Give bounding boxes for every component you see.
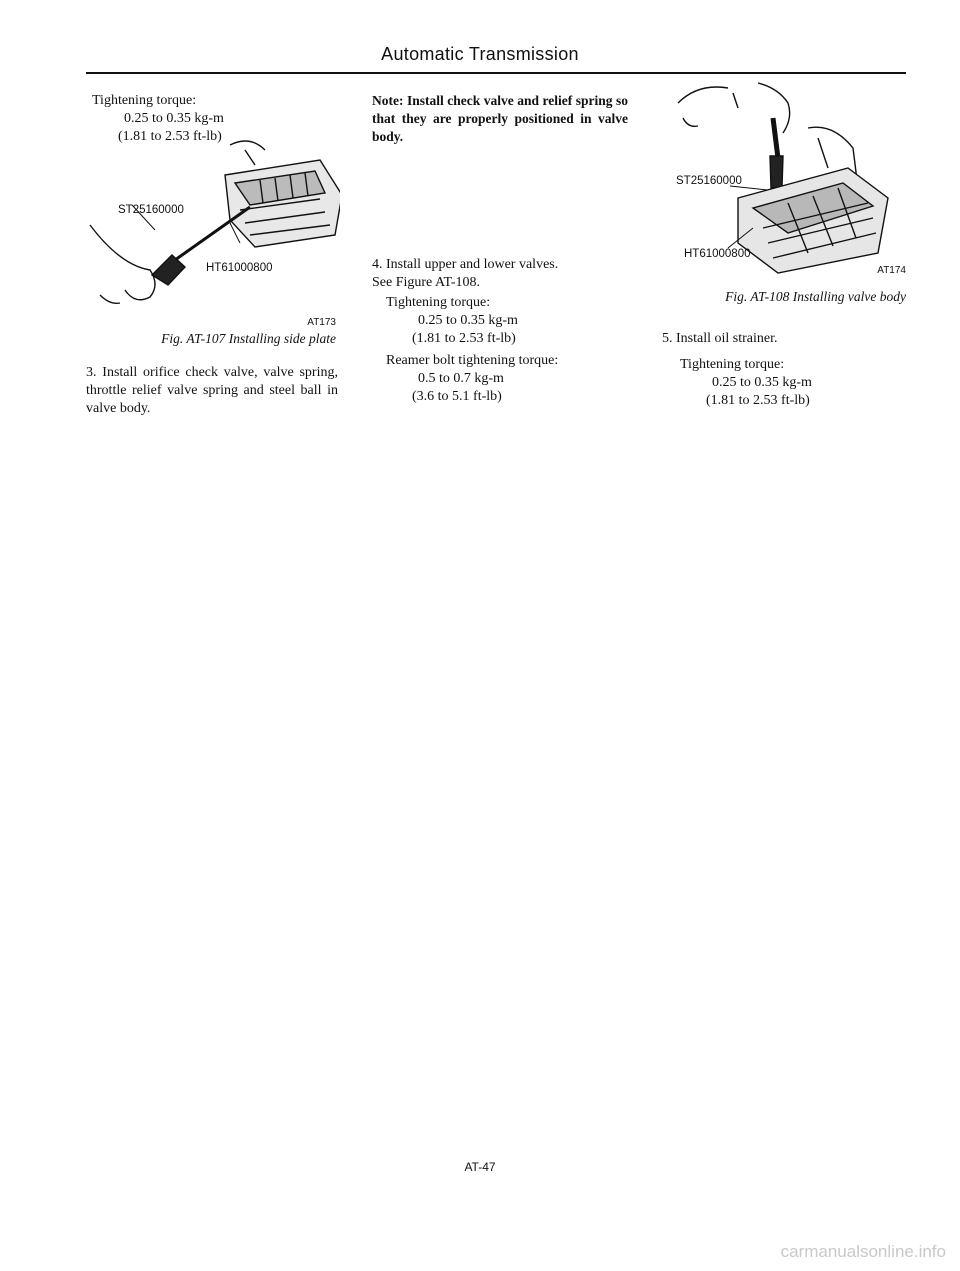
torque-value-metric: 0.25 to 0.35 kg-m bbox=[418, 313, 518, 328]
callout-tool-ht61000800: HT61000800 bbox=[684, 248, 751, 260]
torque-value-metric: 0.25 to 0.35 kg-m bbox=[124, 111, 224, 126]
middle-torque-spec bbox=[386, 294, 626, 406]
step-4 bbox=[372, 256, 632, 292]
figure-code-at174: AT174 bbox=[877, 265, 906, 276]
callout-tool-st25160000: ST25160000 bbox=[676, 175, 742, 187]
step-3-text: 3. Install orifice check valve, valve spring, throttle relief valve spring and steel ball in valve body. bbox=[86, 365, 338, 416]
callout-tool-ht61000800: HT61000800 bbox=[206, 262, 273, 274]
torque-value-metric: 0.25 to 0.35 kg-m bbox=[712, 375, 812, 390]
reamer-torque-label: Reamer bolt tightening torque: bbox=[386, 353, 559, 368]
right-torque-spec bbox=[680, 356, 900, 410]
step-5-text: 5. Install oil strainer. bbox=[662, 331, 778, 346]
note-text: Note: Install check valve and relief spring so that they are properly positioned in valve body. bbox=[372, 93, 628, 144]
header-rule bbox=[86, 72, 906, 74]
torque-label: Tightening torque: bbox=[92, 93, 197, 108]
figure-caption-at107: Fig. AT-107 Installing side plate bbox=[161, 331, 336, 346]
page-header-title: Automatic Transmission bbox=[381, 44, 579, 64]
reamer-torque-imperial: (3.6 to 5.1 ft-lb) bbox=[412, 389, 502, 404]
watermark-text: carmanualsonline.info bbox=[780, 1242, 946, 1261]
torque-value-imperial: (1.81 to 2.53 ft-lb) bbox=[118, 129, 222, 144]
torque-label: Tightening torque: bbox=[680, 357, 785, 372]
callout-tool-st25160000: ST25160000 bbox=[118, 204, 184, 216]
figure-code-at173: AT173 bbox=[307, 317, 336, 328]
step-4-line1: 4. Install upper and lower valves. bbox=[372, 257, 559, 272]
side-plate-illustration bbox=[80, 135, 340, 315]
torque-value-imperial: (1.81 to 2.53 ft-lb) bbox=[706, 393, 810, 408]
step-4-line2: See Figure AT-108. bbox=[372, 275, 480, 290]
torque-label: Tightening torque: bbox=[386, 295, 491, 310]
reamer-torque-metric: 0.5 to 0.7 kg-m bbox=[418, 371, 504, 386]
page-number: AT-47 bbox=[464, 1160, 496, 1174]
figure-caption-at108: Fig. AT-108 Installing valve body bbox=[725, 289, 906, 304]
torque-value-imperial: (1.81 to 2.53 ft-lb) bbox=[412, 331, 516, 346]
